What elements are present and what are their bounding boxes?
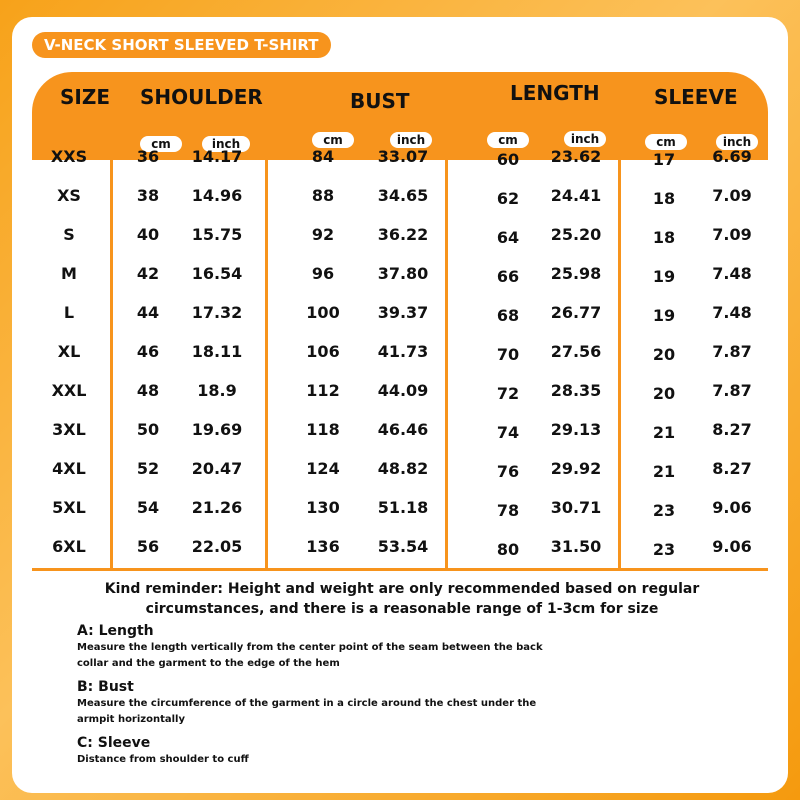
cell-sleeve-cm: 17	[652, 150, 676, 169]
unit-sleeve-inch: inch	[716, 134, 758, 150]
note-title: B: Bust	[77, 679, 134, 695]
cell-sleeve-inch: 9.06	[712, 537, 752, 556]
cell-shoulder-cm: 36	[136, 147, 160, 166]
cell-length-cm: 68	[496, 306, 520, 325]
unit-length-cm: cm	[487, 132, 529, 148]
cell-bust-cm: 112	[306, 381, 340, 400]
cell-sleeve-inch: 7.87	[712, 342, 752, 361]
unit-shoulder-cm: cm	[140, 136, 182, 152]
table-row	[32, 371, 768, 410]
cell-sleeve-cm: 18	[652, 228, 676, 247]
cell-shoulder-inch: 19.69	[191, 420, 243, 439]
cell-length-inch: 25.98	[550, 264, 602, 283]
table-row	[32, 254, 768, 293]
note-title: A: Length	[77, 623, 154, 639]
cell-length-cm: 64	[496, 228, 520, 247]
note-title: C: Sleeve	[77, 735, 151, 751]
header-shoulder: SHOULDER	[140, 85, 263, 109]
kind-reminder: Kind reminder: Height and weight are only recommended based on regular circumstances, and there is a reasonable range of 1-3cm for size	[104, 581, 700, 617]
cell-bust-cm: 96	[311, 264, 335, 283]
unit-length-inch: inch	[564, 131, 606, 147]
cell-bust-inch: 33.07	[377, 147, 429, 166]
cell-sleeve-cm: 19	[652, 306, 676, 325]
cell-length-cm: 72	[496, 384, 520, 403]
table-row	[32, 332, 768, 371]
cell-size: S	[63, 225, 75, 244]
cell-shoulder-cm: 46	[136, 342, 160, 361]
table-row	[32, 527, 768, 566]
cell-bust-cm: 100	[306, 303, 340, 322]
cell-size: XL	[57, 342, 81, 361]
cell-shoulder-inch: 14.96	[191, 186, 243, 205]
cell-shoulder-inch: 16.54	[191, 264, 243, 283]
cell-shoulder-cm: 40	[136, 225, 160, 244]
unit-sleeve-cm: cm	[645, 134, 687, 150]
cell-shoulder-cm: 56	[136, 537, 160, 556]
cell-bust-cm: 88	[311, 186, 335, 205]
measurement-notes	[77, 622, 557, 774]
cell-bust-cm: 124	[306, 459, 340, 478]
cell-shoulder-cm: 44	[136, 303, 160, 322]
note-description: Measure the circumference of the garment in a circle around the chest under the armpit horizontally	[77, 698, 537, 725]
cell-size: XXL	[51, 381, 87, 400]
cell-bust-inch: 51.18	[377, 498, 429, 517]
cell-sleeve-cm: 20	[652, 384, 676, 403]
cell-size: M	[61, 264, 77, 283]
cell-sleeve-cm: 23	[652, 540, 676, 559]
table-bottom-rule	[32, 568, 768, 571]
cell-bust-cm: 136	[306, 537, 340, 556]
unit-bust-cm: cm	[312, 132, 354, 148]
cell-sleeve-inch: 7.48	[712, 264, 752, 283]
cell-shoulder-inch: 22.05	[191, 537, 243, 556]
cell-length-cm: 76	[496, 462, 520, 481]
cell-sleeve-cm: 19	[652, 267, 676, 286]
cell-shoulder-inch: 18.9	[197, 381, 237, 400]
cell-size: 6XL	[52, 537, 86, 556]
cell-bust-cm: 92	[311, 225, 335, 244]
note-description: Measure the length vertically from the center point of the seam between the back collar and the garment to the edge of the hem	[77, 642, 543, 669]
cell-bust-inch: 53.54	[377, 537, 429, 556]
cell-sleeve-cm: 20	[652, 345, 676, 364]
cell-length-cm: 74	[496, 423, 520, 442]
chart-title: V-NECK SHORT SLEEVED T-SHIRT	[32, 32, 331, 58]
table-row	[32, 410, 768, 449]
cell-shoulder-cm: 42	[136, 264, 160, 283]
cell-sleeve-cm: 21	[652, 462, 676, 481]
cell-shoulder-cm: 54	[136, 498, 160, 517]
cell-sleeve-cm: 21	[652, 423, 676, 442]
cell-length-cm: 60	[496, 150, 520, 169]
cell-bust-inch: 48.82	[377, 459, 429, 478]
table-body	[32, 137, 768, 567]
note-length	[77, 622, 557, 672]
note-description: Distance from shoulder to cuff	[77, 754, 249, 765]
header-bust: BUST	[350, 89, 410, 113]
table-row	[32, 449, 768, 488]
cell-bust-inch: 34.65	[377, 186, 429, 205]
cell-length-inch: 26.77	[550, 303, 602, 322]
header-length: LENGTH	[510, 81, 600, 105]
cell-sleeve-inch: 7.87	[712, 381, 752, 400]
unit-shoulder-inch: inch	[202, 136, 250, 152]
cell-length-cm: 62	[496, 189, 520, 208]
cell-length-cm: 80	[496, 540, 520, 559]
cell-sleeve-cm: 23	[652, 501, 676, 520]
cell-shoulder-cm: 50	[136, 420, 160, 439]
cell-length-inch: 25.20	[550, 225, 602, 244]
cell-sleeve-inch: 8.27	[712, 420, 752, 439]
cell-shoulder-cm: 52	[136, 459, 160, 478]
cell-length-inch: 30.71	[550, 498, 602, 517]
note-sleeve	[77, 734, 557, 768]
cell-shoulder-inch: 20.47	[191, 459, 243, 478]
cell-size: 3XL	[52, 420, 86, 439]
cell-bust-cm: 106	[306, 342, 340, 361]
cell-length-inch: 28.35	[550, 381, 602, 400]
cell-length-inch: 29.13	[550, 420, 602, 439]
note-bust	[77, 678, 557, 728]
cell-sleeve-inch: 7.09	[712, 225, 752, 244]
cell-size: XS	[57, 186, 81, 205]
table-row	[32, 293, 768, 332]
cell-shoulder-inch: 21.26	[191, 498, 243, 517]
cell-shoulder-cm: 38	[136, 186, 160, 205]
table-row	[32, 488, 768, 527]
cell-bust-inch: 37.80	[377, 264, 429, 283]
cell-length-inch: 29.92	[550, 459, 602, 478]
cell-size: XXS	[50, 147, 88, 166]
cell-size: 4XL	[52, 459, 86, 478]
cell-bust-cm: 130	[306, 498, 340, 517]
cell-bust-inch: 46.46	[377, 420, 429, 439]
cell-sleeve-inch: 9.06	[712, 498, 752, 517]
cell-shoulder-inch: 15.75	[191, 225, 243, 244]
cell-size: 5XL	[52, 498, 86, 517]
unit-bust-inch: inch	[390, 132, 432, 148]
cell-sleeve-inch: 8.27	[712, 459, 752, 478]
cell-length-cm: 78	[496, 501, 520, 520]
cell-shoulder-cm: 48	[136, 381, 160, 400]
cell-bust-cm: 118	[306, 420, 340, 439]
header-size: SIZE	[60, 85, 111, 109]
cell-shoulder-inch: 17.32	[191, 303, 243, 322]
table-row	[32, 137, 768, 176]
table-row	[32, 176, 768, 215]
cell-bust-inch: 39.37	[377, 303, 429, 322]
cell-length-inch: 31.50	[550, 537, 602, 556]
cell-bust-inch: 36.22	[377, 225, 429, 244]
cell-length-cm: 66	[496, 267, 520, 286]
header-sleeve: SLEEVE	[654, 85, 738, 109]
cell-sleeve-cm: 18	[652, 189, 676, 208]
cell-shoulder-inch: 18.11	[191, 342, 243, 361]
cell-sleeve-inch: 6.69	[712, 147, 752, 166]
cell-length-inch: 24.41	[550, 186, 602, 205]
cell-length-cm: 70	[496, 345, 520, 364]
cell-sleeve-inch: 7.48	[712, 303, 752, 322]
cell-length-inch: 27.56	[550, 342, 602, 361]
cell-length-inch: 23.62	[550, 147, 602, 166]
cell-size: L	[63, 303, 75, 322]
cell-bust-cm: 84	[311, 147, 335, 166]
cell-sleeve-inch: 7.09	[712, 186, 752, 205]
cell-bust-inch: 44.09	[377, 381, 429, 400]
cell-shoulder-inch: 14.17	[191, 147, 243, 166]
cell-bust-inch: 41.73	[377, 342, 429, 361]
size-chart-card	[12, 17, 788, 793]
table-row	[32, 215, 768, 254]
